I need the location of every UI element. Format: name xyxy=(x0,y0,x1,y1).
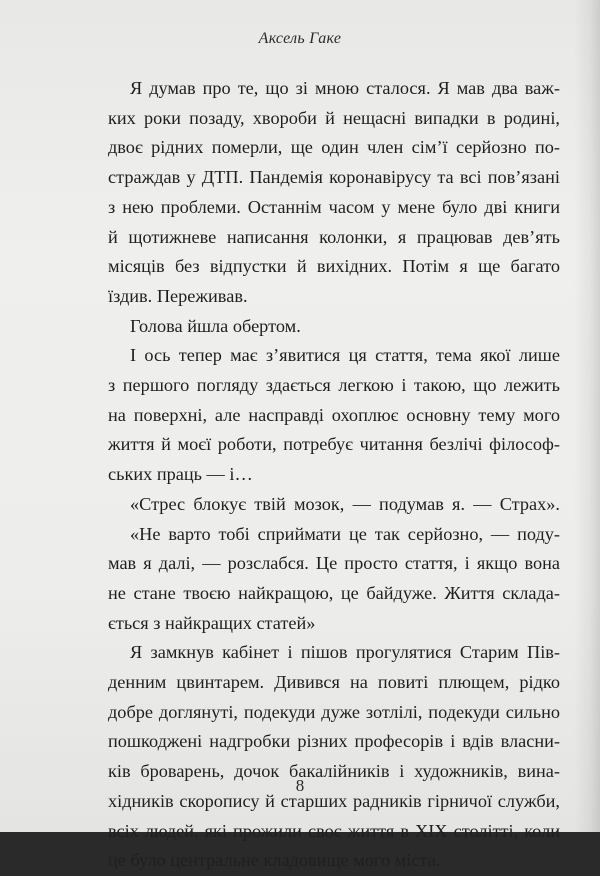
text-line: ків броварень, дочок бакалійників і художників, вина- xyxy=(108,761,560,782)
text-line: Голова йшла обертом. xyxy=(130,315,301,336)
text-line: життя й моєї роботи, потребує читання безлічі філософ- xyxy=(108,434,560,455)
text-line: Я думав про те, що зі мною сталося. Я мав два важ- xyxy=(130,78,560,98)
text-line: Я замкнув кабінет і пішов прогулятися Старим Пів- xyxy=(130,642,560,663)
text-line: й щотижневе написання колонки, я працював дев’ять xyxy=(108,226,560,247)
text-line: «Не варто тобі сприймати це так серйозно, — поду- xyxy=(130,523,560,544)
text-line: на поверхні, але насправді охоплює основну тему мого xyxy=(108,404,560,425)
text-line: страждав у ДТП. Пандемія коронавірусу та всі пов’язані xyxy=(108,167,560,188)
text-line: І ось тепер має з’явитися ця стаття, тема якої лише xyxy=(130,345,560,366)
running-head: Аксель Гаке xyxy=(258,30,342,47)
text-line: ється з найкращих статей» xyxy=(108,612,316,633)
text-line: ських праць — і… xyxy=(108,464,253,485)
text-line: денним цвинтарем. Дивився на повиті плющем, рідко xyxy=(108,672,560,693)
text-line: двоє рідних померли, ще один член сім’ї серйозно по- xyxy=(108,137,560,158)
page-edge-shadow xyxy=(574,0,600,832)
text-line: з першого погляду здається легкою і такою, що лежить xyxy=(108,375,560,396)
text-line: їздив. Переживав. xyxy=(108,285,248,306)
page-number: 8 xyxy=(295,776,305,795)
text-line: мав я далі, — розслабся. Це просто стаття, і якщо вона xyxy=(108,553,560,574)
text-line: «Стрес блокує твій мозок, — подумав я. — Страх». xyxy=(130,493,560,514)
text-line: всіх людей, які прожили своє життя в XIX столітті, коли xyxy=(108,820,560,841)
text-line: місяців без відпустки й вихідних. Потім я ще багато xyxy=(108,256,560,277)
text-line: ких роки позаду, хвороби й нещасні випадки в родині, xyxy=(108,107,560,128)
text-line: з нею проблеми. Останнім часом у мене було дві книги xyxy=(108,196,560,217)
text-line: хідників скоропису й старших радників гірничої служби, xyxy=(108,790,560,811)
text-line: добре доглянуті, подекуди дуже зотлілі, подекуди сильно xyxy=(108,701,560,722)
text-line: не стане твоєю найкращою, це байдуже. Життя склада- xyxy=(108,582,560,603)
text-line: пошкоджені надгробки різних професорів і вдів власни- xyxy=(108,731,560,752)
text-line: це було центральне кладовище мого міста. xyxy=(108,850,441,871)
body-text xyxy=(108,74,560,876)
